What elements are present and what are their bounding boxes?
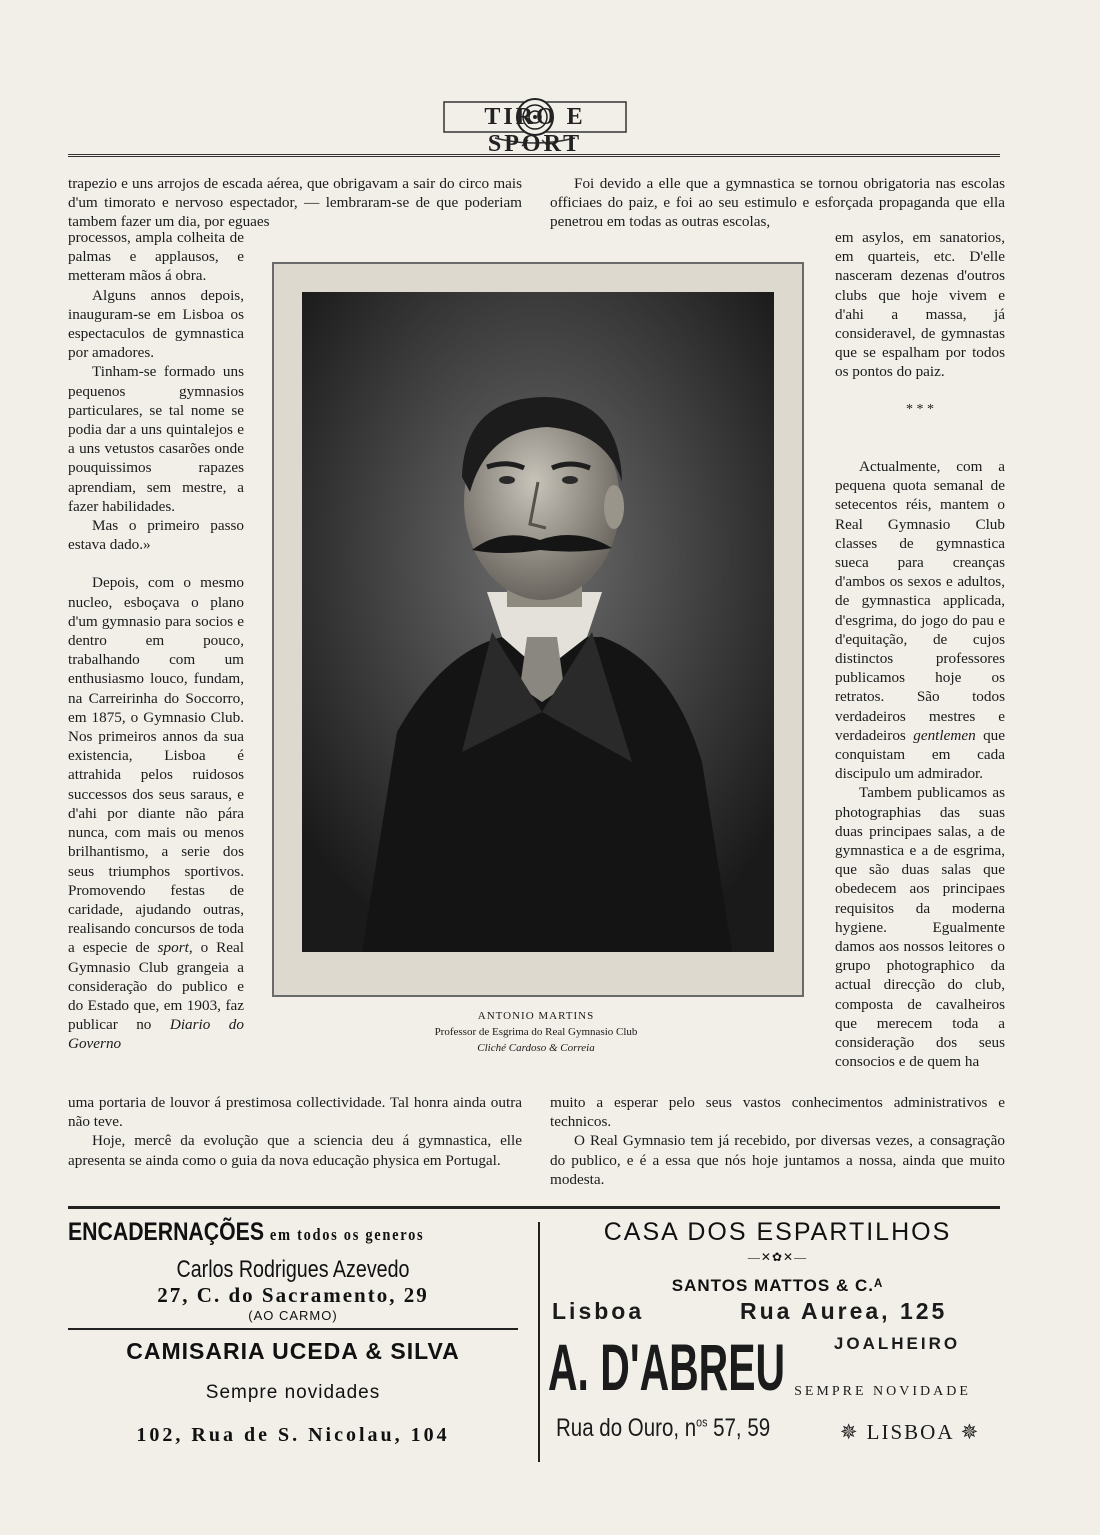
paragraph: Actualmente, com a pequena quota semanal de setecentos réis, mantem o Real Gymnasio Club classes de gymnastica sueca para creanças d'ambos os sexos e adultos, de gymnastica applicada, d'esgrima, do jogo do pau e d'equitação, de cujos distinctos professores publicamos hoje os retratos. São todos verdadeiros mestres e verdadeiros gentlemen que conquistam em cada discipulo um admirador. [835,458,1006,783]
paragraph: Tambem publicamos as photographias das suas duas principaes salas, a de gymnastica e a de esgrima, que são duas salas que obedecem aos principaes requisitos da moderna hygiene. Egualmente damos aos nossos leitores o grupo photographico da actual direcção do club, composta de cavalheiros que merecem toda a consideração dos seus consocios e de quem ha [835,784,1005,1071]
ad-encadernacoes-head: ENCADERNAÇÕES em todos os generos [68,1218,425,1246]
ad-encadernacoes-sub: em todos os generos [269,1225,425,1244]
article-right-top [550,174,1005,232]
portrait-photo [302,292,774,952]
portrait-caption [380,1008,692,1056]
ad-dabreu-name: A. D'ABREU [548,1330,786,1404]
article-left-bottom [68,1093,522,1170]
article-right-narrow2 [835,457,1005,1072]
italic-sport: sport [157,939,189,957]
ad-encadernacoes-address: 27, C. do Sacramento, 29 [157,1283,429,1307]
paragraph: uma portaria de louvor á prestimosa collectividade. Tal honra ainda outra não teve. [68,1094,522,1131]
caption-role: Professor de Esgrima do Real Gymnasio Club [434,1026,638,1038]
ad-dabreu-trade: JOALHEIRO [833,1334,961,1353]
ad-camisaria-head: CAMISARIA UCEDA & SILVA [126,1338,460,1364]
ad-dabreu-tagline: SEMPRE NOVIDADE [794,1384,971,1399]
caption-credit: Cliché Cardoso & Correia [477,1042,595,1054]
paragraph: muito a esperar pelo seus vastos conhecimentos administrativos e technicos. [550,1094,1005,1131]
ad-dabreu-city: ✵ LISBOA ✵ [839,1420,981,1444]
italic-gentlemen: gentlemen [913,726,976,744]
article-right-narrow [835,228,1005,382]
ad-encadernacoes-name: Carlos Rodrigues Azevedo [176,1256,410,1283]
ornament-icon: —✕✿✕— [747,1250,808,1264]
italic-diario: Diario do Governo [68,1016,244,1053]
article-left-narrow [68,228,244,1054]
ad-divider [68,1328,518,1330]
paragraph: trapezio e uns arrojos de escada aérea, que obrigavam a sair do circo mais d'um timorato e nervoso espectador, — lembraram-se de que poderiam tambem fazer um dia, por eguaes [68,175,522,231]
ad-encadernacoes-note: (AO CARMO) [248,1308,338,1323]
ads-rule [68,1206,1000,1209]
section-stars: * * * [906,402,934,417]
ad-column-divider [538,1222,540,1462]
caption-name: ANTONIO MARTINS [477,1010,595,1022]
paragraph: Foi devido a elle que a gymnastica se tornou obrigatoria nas escolas officiaes do paiz, e foi ao seu estimulo e esforçada propaganda que ella penetrou em todas as outras escolas, [550,175,1005,231]
paragraph: Hoje, mercê da evolução que a sciencia deu á gymnastica, elle apresenta se ainda como o guia da nova educação physica em Portugal. [68,1132,522,1169]
paragraph: processos, ampla colheita de palmas e applausos, e metteram mãos á obra. [68,229,244,285]
ad-espartilhos-firm: SANTOS MATTOS & C.ᴬ [671,1276,884,1295]
ad-camisaria-tagline: Sempre novidades [205,1382,381,1403]
paragraph: Depois, com o mesmo nucleo, esboçava o plano d'um gymnasio para socios e dentro em pouco, trabalhando com um enthusiasmo louco, fundam, na Carreirinha do Soccorro, em 1875, o Gymnasio Club. Nos primeiros annos da sua existencia, Lisboa é attrahida pelos ruidosos successos dos seus saraus, e d'ahi por diante não pára nunca, com mais ou menos brilhantismo, a serie dos seus triumphos sportivos. Promovendo festas de caridade, ajudando outras, realisando concursos de toda a especie de sport, o Real Gymnasio Club grangeia a consideração do publico e do Estado que, em 1903, faz publicar no Diario do Governo [68,574,244,1053]
paragraph: Tinham-se formado uns pequenos gymnasios particulares, se tal nome se podia dar a uns quintalejos e a uns vetustos casarões onde pouquissimos rapazes aprendiam, sem mestre, a fazer habilidades. [68,363,244,515]
ad-espartilhos-street: Rua Aurea, 125 [740,1298,948,1324]
paragraph: em asylos, em sanatorios, em quarteis, etc. D'elle nasceram dezenas d'outros clubs que hoje vivem e d'ahi a massa, já consideravel, de gymnastas que se espalham por todos os pontos do paiz. [835,229,1005,381]
ad-espartilhos-city: Lisboa [552,1298,645,1324]
paragraph: Mas o primeiro passo estava dado.» [68,517,244,554]
header-rule [68,154,1000,157]
article-right-bottom [550,1093,1005,1189]
ad-camisaria-address: 102, Rua de S. Nicolau, 104 [136,1424,450,1446]
ad-dabreu-address: Rua do Ouro, $n^{os}$ 57, 59 [556,1414,771,1442]
paragraph: O Real Gymnasio tem já recebido, por diversas vezes, a consagração do publico, e é a essa que nós hoje juntamos a nossa, ainda que muito modesta. [550,1132,1005,1188]
paragraph: Alguns annos depois, inauguram-se em Lisboa os espectaculos de gymnastica por amadores. [68,286,244,362]
portrait-illustration [302,292,774,952]
masthead-title: TIRO E SPORT [484,104,586,157]
article-left-top [68,174,522,232]
ad-espartilhos-head: CASA DOS ESPARTILHOS [603,1218,952,1246]
